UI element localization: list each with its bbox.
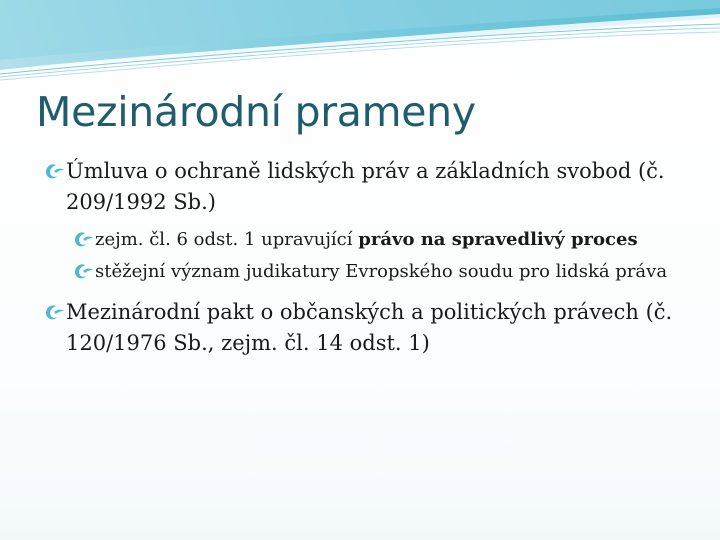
fleuron-bullet-icon <box>73 226 97 254</box>
list-item <box>44 258 694 286</box>
fleuron-bullet-icon <box>44 158 68 186</box>
list-item-text: Mezinárodní pakt o občanských a politických právech (č. 120/1976 Sb., zejm. čl. 14 odst. 1) <box>66 300 673 355</box>
bullet-list <box>44 156 694 359</box>
header-wave-decoration <box>0 0 720 90</box>
fleuron-bullet-icon <box>73 258 97 286</box>
slide-title: Mezinárodní prameny <box>36 88 476 136</box>
list-item-bold-text: právo na spravedlivý proces <box>358 229 638 250</box>
list-item <box>44 156 694 218</box>
fleuron-bullet-icon <box>44 299 68 327</box>
list-item-text: zejm. čl. 6 odst. 1 upravující <box>95 229 359 250</box>
list-item <box>44 297 694 359</box>
list-item <box>44 226 694 254</box>
list-item-text: Úmluva o ochraně lidských práv a základních svobod (č. 209/1992 Sb.) <box>66 159 665 214</box>
list-item-text: stěžejní význam judikatury Evropského soudu pro lidská práva <box>95 261 668 282</box>
